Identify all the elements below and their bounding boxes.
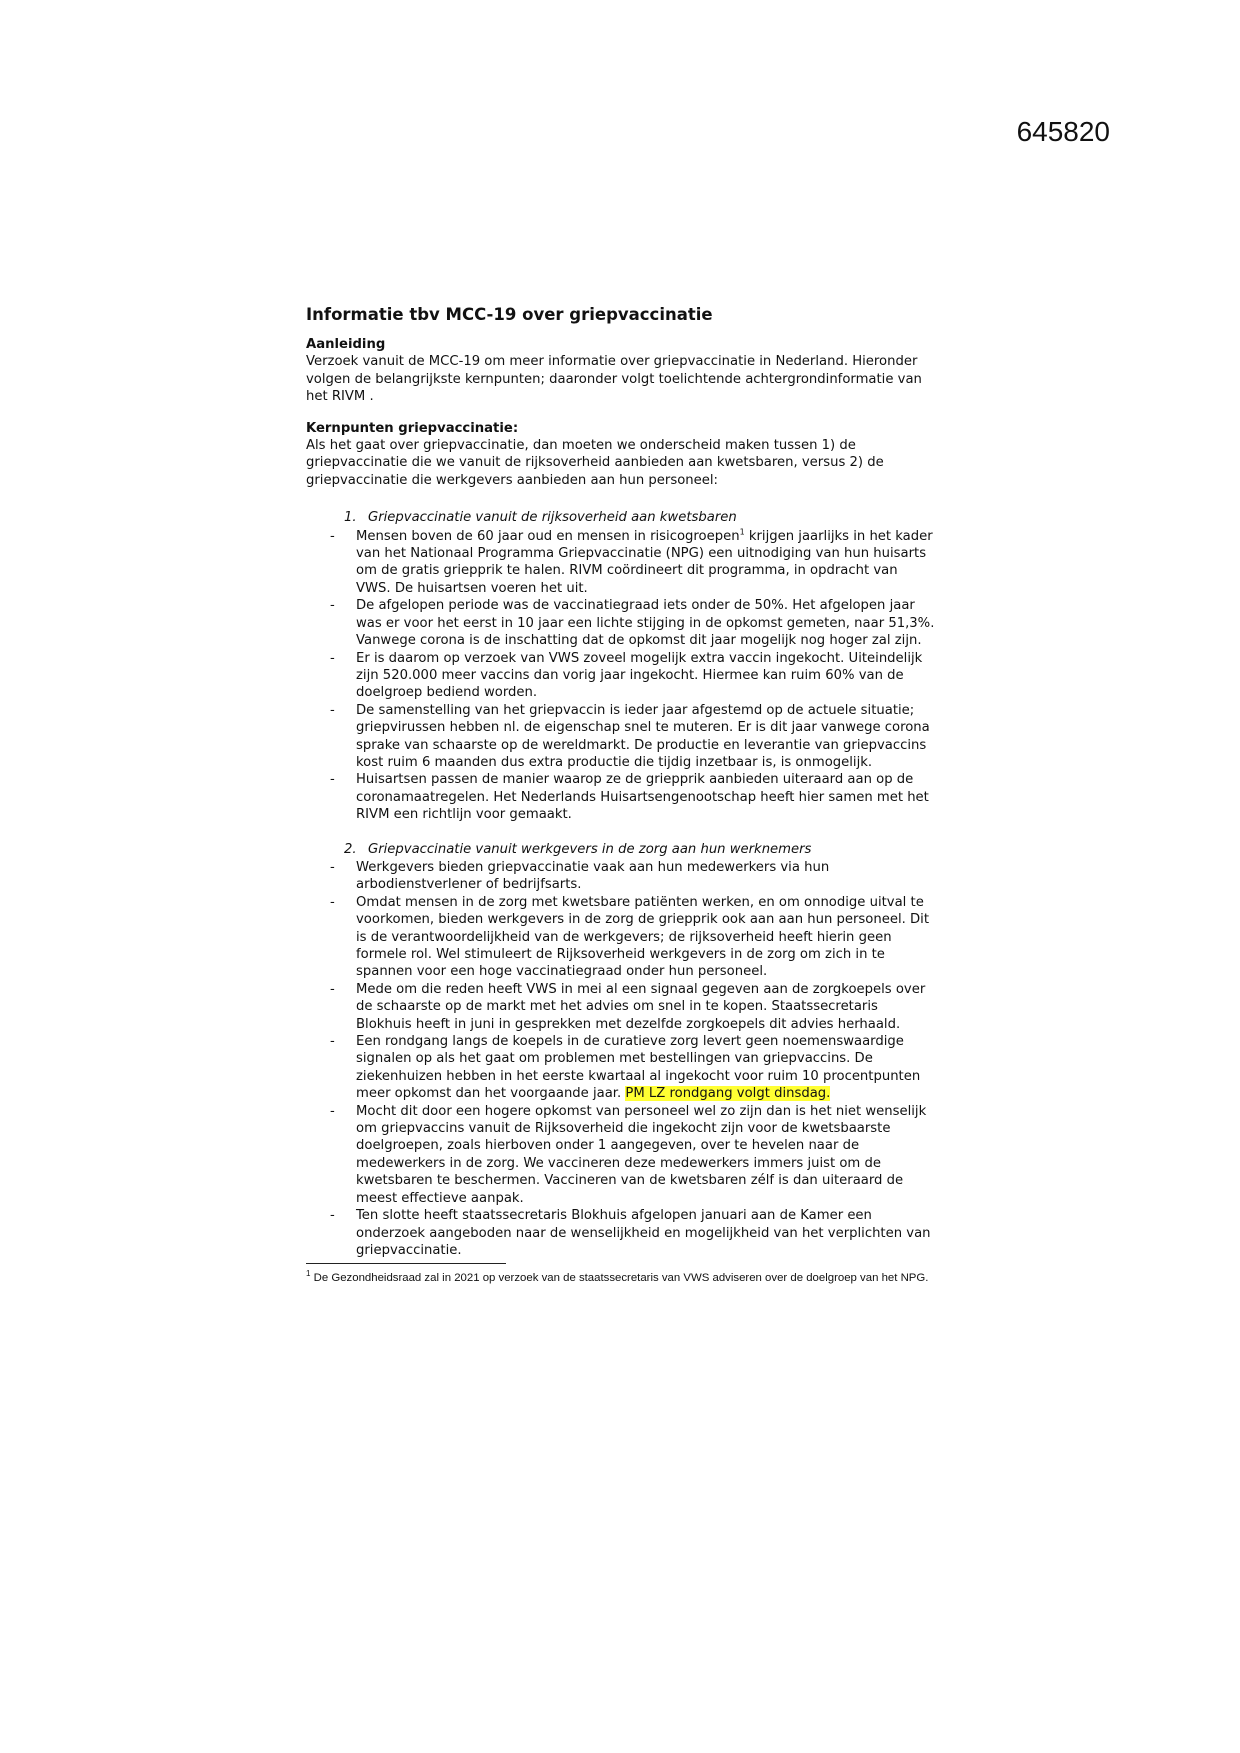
list-item-text: Omdat mensen in de zorg met kwetsbare patiënten werken, en om onnodige uitval te voorkomen, bieden werkgevers in de zorg de griepprik ook aan aan hun personeel. Dit is de verantwoordelijkheid van de werkgevers; de rijksoverheid heeft hierin geen formele rol. Wel stimuleert de Rijksoverheid werkgevers in de zorg om zich in te spannen voor een hoge vaccinatiegraad onder hun personeel. [356,894,929,980]
list-item [306,1207,936,1259]
list-item [306,597,936,649]
dash-bullet: - [330,859,335,875]
section-2-number: 2. [344,841,357,857]
kernpunten-heading: Kernpunten griepvaccinatie: [306,420,519,436]
intro-paragraph: Verzoek vanuit de MCC-19 om meer informatie over griepvaccinatie in Nederland. Hieronder volgen de belangrijkste kernpunten; daaronder volgt toelichtende achtergrondinformatie van het RIVM . [306,354,922,405]
dash-bullet: - [330,772,335,788]
footnote [306,1270,936,1286]
intro-heading: Aanleiding [306,337,386,352]
list-item-text: De samenstelling van het griepvaccin is ieder jaar afgestemd op de actuele situatie; griepvirussen hebben nl. de eigenschap snel te muteren. Er is dit jaar vanwege corona sprake van schaarste op de wereldmarkt. De productie en leverantie van griepvaccins kost ruim 6 maanden dus extra productie die tijdig inzetbaar is, is onmogelijk. [356,702,930,770]
footnote-text: De Gezondheidsraad zal in 2021 op verzoek van de staatssecretaris van VWS adviseren over de doelgroep van het NPG. [310,1272,929,1285]
list-item-text: Mocht dit door een hogere opkomst van personeel wel zo zijn dan is het niet wenselijk om griepvaccins vanuit de Rijksoverheid die ingekocht zijn voor de kwetsbaarste doelgroepen, zoals hierboven onder 1 aangegeven, over te hevelen naar de medewerkers in de zorg. We vaccineren deze medewerkers immers juist om de kwetsbaren te beschermen. Vaccineren van de kwetsbaren zélf is dan uiteraard de meest effectieve aanpak. [356,1103,927,1206]
dash-bullet: - [330,1103,335,1119]
list-item-text: Huisartsen passen de manier waarop ze de griepprik aanbieden uiteraard aan op de coronamaatregelen. Het Nederlands Huisartsengenootschap heeft hier samen met het RIVM een richtlijn voor gemaakt. [356,772,929,823]
footnote-marker: 1 [306,1269,311,1279]
list-item [306,702,936,772]
list-item [306,1103,936,1207]
document-body [306,304,936,1286]
dash-bullet: - [330,981,335,997]
section-2-title-text: Griepvaccinatie vanuit werkgevers in de zorg aan hun werknemers [368,841,812,857]
list-item [306,1033,936,1103]
dash-bullet: - [330,894,335,910]
section-2-list [306,859,936,1259]
dash-bullet: - [330,702,335,718]
list-item [306,859,936,894]
dash-bullet: - [330,650,335,666]
list-item [306,894,936,981]
list-item-text: krijgen jaarlijks in het kader van het Nationaal Programma Griepvaccinatie (NPG) een uitnodiging van hun huisarts om de gratis griepprik te halen. RIVM coördineert dit programma, in opdracht van VWS. De huisartsen voeren het uit. [356,528,933,596]
section-spacer [306,824,936,841]
list-item-text: Mensen boven de 60 jaar oud en mensen in risicogroepen [356,528,740,544]
dash-bullet: - [330,528,335,544]
section-2-title [344,841,936,858]
list-item [306,771,936,823]
list-item [306,981,936,1033]
list-item [306,650,936,702]
dash-bullet: - [330,1034,335,1050]
document-number: 645820 [1016,116,1110,147]
list-item-text: Werkgevers bieden griepvaccinatie vaak aan hun medewerkers via hun arbodienstverlener of bedrijfsarts. [356,859,830,893]
section-1-number: 1. [344,510,357,526]
list-item-text: Een rondgang langs de koepels in de curatieve zorg levert geen noemenswaardige signalen op als het gaat om problemen met bestellingen van griepvaccins. De ziekenhuizen hebben in het eerste kwartaal al ingekocht voor ruim 10 procentpunten meer opkomst dan het voorgaande jaar. [356,1034,921,1102]
footnote-reference: 1 [739,527,745,537]
highlighted-note: PM LZ rondgang volgt dinsdag. [625,1086,831,1102]
footnote-divider [306,1263,506,1264]
dash-bullet: - [330,1208,335,1224]
section-1-title [344,509,936,526]
section-1-list [306,528,936,824]
list-item-text: Mede om die reden heeft VWS in mei al een signaal gegeven aan de zorgkoepels over de schaarste op de markt met het advies om snel in te kopen. Staatssecretaris Blokhuis heeft in juni in gesprekken met dezelfde zorgkoepels dit advies herhaald. [356,981,926,1032]
section-1-title-text: Griepvaccinatie vanuit de rijksoverheid aan kwetsbaren [368,510,737,526]
list-item-text: De afgelopen periode was de vaccinatiegraad iets onder de 50%. Het afgelopen jaar was er voor het eerst in 10 jaar een lichte stijging in de opkomst gemeten, naar 51,3%. Vanwege corona is de inschatting dat de opkomst dit jaar mogelijk nog hoger zal zijn. [356,598,935,649]
kernpunten-paragraph: Als het gaat over griepvaccinatie, dan moeten we onderscheid maken tussen 1) de griepvaccinatie die we vanuit de rijksoverheid aanbieden aan kwetsbaren, versus 2) de griepvaccinatie die werkgevers aanbieden aan hun personeel: [306,438,884,488]
list-item-text: Ten slotte heeft staatssecretaris Blokhuis afgelopen januari aan de Kamer een onderzoek aangeboden naar de wenselijkheid en mogelijkheid van het verplichten van griepvaccinatie. [356,1208,931,1258]
list-item-text: Er is daarom op verzoek van VWS zoveel mogelijk extra vaccin ingekocht. Uiteindelijk zijn 520.000 meer vaccins dan vorig jaar ingekocht. Hiermee kan ruim 60% van de doelgroep bediend worden. [356,650,923,701]
document-title: Informatie tbv MCC-19 over griepvaccinatie [306,305,713,324]
list-item [306,528,936,598]
dash-bullet: - [330,598,335,614]
